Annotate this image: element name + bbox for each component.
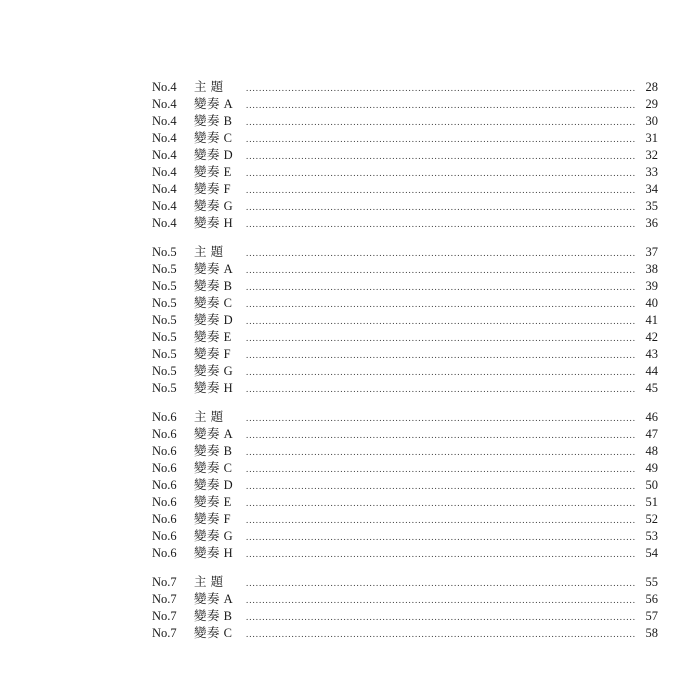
toc-entry-number: No.5 — [152, 313, 177, 327]
dot-leader: ........................................................................................................................ — [246, 134, 636, 144]
toc-entry-title: 變奏 G — [194, 364, 234, 378]
toc-entry — [152, 329, 658, 346]
toc-entry — [152, 443, 658, 460]
toc-entry-number: No.6 — [152, 478, 177, 492]
toc-entry-page-number: 52 — [645, 512, 658, 526]
toc-entry — [152, 363, 658, 380]
toc-entry-page-number: 40 — [645, 296, 658, 310]
toc-entry-page-number: 47 — [645, 427, 658, 441]
toc-entry-title: 變奏 G — [194, 199, 234, 213]
toc-entry-title: 變奏 F — [194, 347, 232, 361]
toc-entry-number: No.4 — [152, 131, 177, 145]
toc-entry-title: 主 題 — [194, 80, 224, 94]
toc-entry — [152, 409, 658, 426]
dot-leader: ........................................................................................................................ — [246, 578, 636, 588]
dot-leader: ........................................................................................................................ — [246, 464, 636, 474]
dot-leader: ........................................................................................................................ — [246, 117, 636, 127]
toc-entry-title: 變奏 B — [194, 114, 233, 128]
toc-entry — [152, 608, 658, 625]
toc-entry-number: No.4 — [152, 97, 177, 111]
toc-entry-title: 變奏 E — [194, 495, 232, 509]
toc-entry — [152, 494, 658, 511]
toc-entry-number: No.6 — [152, 512, 177, 526]
toc-entry-page-number: 29 — [645, 97, 658, 111]
toc-entry-number: No.4 — [152, 165, 177, 179]
toc-entry-number: No.4 — [152, 148, 177, 162]
toc-entry — [152, 113, 658, 130]
toc-entry — [152, 380, 658, 397]
toc-entry — [152, 528, 658, 545]
toc-entry-number: No.5 — [152, 262, 177, 276]
toc-entry — [152, 426, 658, 443]
toc-entry-page-number: 56 — [645, 592, 658, 606]
toc-entry — [152, 215, 658, 232]
toc-entry — [152, 295, 658, 312]
toc-entry-page-number: 30 — [645, 114, 658, 128]
toc-entry-page-number: 41 — [645, 313, 658, 327]
toc-entry-title: 變奏 F — [194, 512, 232, 526]
toc-entry-page-number: 35 — [645, 199, 658, 213]
dot-leader: ........................................................................................................................ — [246, 481, 636, 491]
dot-leader: ........................................................................................................................ — [246, 413, 636, 423]
toc-entry-number: No.6 — [152, 529, 177, 543]
dot-leader: ........................................................................................................................ — [246, 532, 636, 542]
dot-leader: ........................................................................................................................ — [246, 168, 636, 178]
toc-entry-page-number: 54 — [645, 546, 658, 560]
toc-entry — [152, 545, 658, 562]
toc-entry-number: No.5 — [152, 279, 177, 293]
toc-entry-page-number: 28 — [645, 80, 658, 94]
toc-entry-page-number: 49 — [645, 461, 658, 475]
dot-leader: ........................................................................................................................ — [246, 350, 636, 360]
toc-entry-number: No.5 — [152, 330, 177, 344]
toc-group — [152, 409, 658, 562]
dot-leader: ........................................................................................................................ — [246, 430, 636, 440]
toc-entry — [152, 312, 658, 329]
toc-entry-number: No.7 — [152, 609, 177, 623]
toc-entry-title: 變奏 C — [194, 131, 233, 145]
toc-entry — [152, 346, 658, 363]
dot-leader: ........................................................................................................................ — [246, 333, 636, 343]
toc-entry-page-number: 37 — [645, 245, 658, 259]
dot-leader: ........................................................................................................................ — [246, 384, 636, 394]
toc-entry-title: 變奏 A — [194, 592, 234, 606]
toc-entry — [152, 147, 658, 164]
toc-entry-title: 變奏 E — [194, 330, 232, 344]
toc-entry-page-number: 48 — [645, 444, 658, 458]
toc-entry — [152, 477, 658, 494]
toc-entry-title: 變奏 D — [194, 148, 234, 162]
toc-entry-number: No.5 — [152, 347, 177, 361]
toc-entry-page-number: 39 — [645, 279, 658, 293]
toc-entry-title: 主 題 — [194, 575, 224, 589]
toc-entry-page-number: 32 — [645, 148, 658, 162]
toc-entry-title: 變奏 A — [194, 262, 234, 276]
dot-leader: ........................................................................................................................ — [246, 83, 636, 93]
toc-entry-title: 主 題 — [194, 410, 224, 424]
toc-entry-number: No.6 — [152, 546, 177, 560]
dot-leader: ........................................................................................................................ — [246, 498, 636, 508]
toc-entry-page-number: 43 — [645, 347, 658, 361]
toc-entry — [152, 574, 658, 591]
toc-entry-title: 變奏 H — [194, 216, 234, 230]
toc-entry — [152, 625, 658, 642]
toc-entry-number: No.4 — [152, 216, 177, 230]
toc-entry-number: No.7 — [152, 575, 177, 589]
toc-entry-title: 變奏 G — [194, 529, 234, 543]
toc-entry-page-number: 44 — [645, 364, 658, 378]
toc-entry-number: No.4 — [152, 80, 177, 94]
dot-leader: ........................................................................................................................ — [246, 299, 636, 309]
toc-entry — [152, 198, 658, 215]
toc-entry-number: No.6 — [152, 444, 177, 458]
toc-entry — [152, 460, 658, 477]
toc-entry-page-number: 46 — [645, 410, 658, 424]
dot-leader: ........................................................................................................................ — [246, 219, 636, 229]
toc-entry-title: 變奏 E — [194, 165, 232, 179]
toc-entry — [152, 130, 658, 147]
toc-entry-title: 變奏 D — [194, 313, 234, 327]
toc-entry-number: No.7 — [152, 592, 177, 606]
toc-entry — [152, 181, 658, 198]
toc-entry-number: No.5 — [152, 245, 177, 259]
toc-entry — [152, 96, 658, 113]
toc-entry-number: No.4 — [152, 182, 177, 196]
toc-entry-title: 變奏 C — [194, 461, 233, 475]
toc-entry — [152, 261, 658, 278]
toc-entry-page-number: 31 — [645, 131, 658, 145]
dot-leader: ........................................................................................................................ — [246, 447, 636, 457]
toc-entry — [152, 591, 658, 608]
toc-entry-number: No.6 — [152, 461, 177, 475]
toc-entry-page-number: 45 — [645, 381, 658, 395]
toc-entry-number: No.5 — [152, 364, 177, 378]
toc-group — [152, 79, 658, 232]
toc-entry-page-number: 57 — [645, 609, 658, 623]
toc-entry-page-number: 55 — [645, 575, 658, 589]
dot-leader: ........................................................................................................................ — [246, 612, 636, 622]
dot-leader: ........................................................................................................................ — [246, 151, 636, 161]
toc-entry-title: 變奏 H — [194, 546, 234, 560]
toc-entry-page-number: 42 — [645, 330, 658, 344]
toc-entry-page-number: 34 — [645, 182, 658, 196]
toc-entry-title: 變奏 F — [194, 182, 232, 196]
dot-leader: ........................................................................................................................ — [246, 248, 636, 258]
toc-entry-page-number: 38 — [645, 262, 658, 276]
toc-entry-page-number: 50 — [645, 478, 658, 492]
toc-group — [152, 244, 658, 397]
dot-leader: ........................................................................................................................ — [246, 316, 636, 326]
toc-entry-title: 變奏 D — [194, 478, 234, 492]
toc-entry — [152, 278, 658, 295]
toc-entry-number: No.5 — [152, 381, 177, 395]
toc-entry-title: 主 題 — [194, 245, 224, 259]
dot-leader: ........................................................................................................................ — [246, 629, 636, 639]
table-of-contents — [152, 79, 658, 642]
toc-entry-title: 變奏 A — [194, 427, 234, 441]
toc-entry — [152, 79, 658, 96]
dot-leader: ........................................................................................................................ — [246, 202, 636, 212]
toc-entry-page-number: 36 — [645, 216, 658, 230]
toc-entry-page-number: 58 — [645, 626, 658, 640]
toc-entry-number: No.6 — [152, 427, 177, 441]
dot-leader: ........................................................................................................................ — [246, 265, 636, 275]
toc-group — [152, 574, 658, 642]
toc-entry-page-number: 51 — [645, 495, 658, 509]
toc-entry-number: No.7 — [152, 626, 177, 640]
dot-leader: ........................................................................................................................ — [246, 595, 636, 605]
toc-entry-number: No.6 — [152, 495, 177, 509]
toc-entry-title: 變奏 C — [194, 296, 233, 310]
dot-leader: ........................................................................................................................ — [246, 282, 636, 292]
toc-entry-number: No.6 — [152, 410, 177, 424]
toc-entry-title: 變奏 H — [194, 381, 234, 395]
toc-entry-title: 變奏 A — [194, 97, 234, 111]
dot-leader: ........................................................................................................................ — [246, 549, 636, 559]
toc-entry-page-number: 53 — [645, 529, 658, 543]
toc-entry-number: No.4 — [152, 114, 177, 128]
dot-leader: ........................................................................................................................ — [246, 367, 636, 377]
toc-entry-title: 變奏 B — [194, 279, 233, 293]
toc-entry — [152, 511, 658, 528]
dot-leader: ........................................................................................................................ — [246, 515, 636, 525]
toc-entry-title: 變奏 B — [194, 444, 233, 458]
toc-entry-page-number: 33 — [645, 165, 658, 179]
dot-leader: ........................................................................................................................ — [246, 185, 636, 195]
dot-leader: ........................................................................................................................ — [246, 100, 636, 110]
toc-entry-number: No.4 — [152, 199, 177, 213]
toc-entry — [152, 164, 658, 181]
toc-entry-title: 變奏 B — [194, 609, 233, 623]
toc-entry-number: No.5 — [152, 296, 177, 310]
toc-entry-title: 變奏 C — [194, 626, 233, 640]
toc-entry — [152, 244, 658, 261]
